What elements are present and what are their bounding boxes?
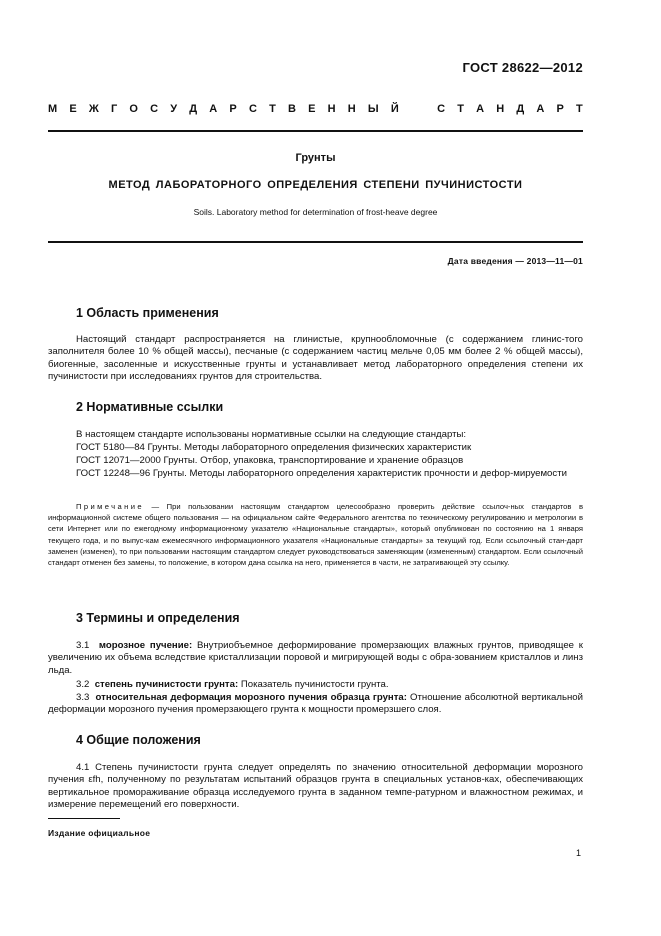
section-4-text: 4.1 Степень пучинистости грунта следует определять по значению относительной деформации морозного пучения εfh, полученному по результатам испытаний образцов грунта в специальных установ-ках, обеспечивающих вертикальное промораживание образца исследуемого грунта в заданном темпе-ратурном и влажностном режимах, и измерение перемещений его поверхности. bbox=[48, 762, 583, 811]
banner-word2-letter: С bbox=[437, 103, 446, 115]
term-3-1-term: морозное пучение: bbox=[98, 640, 193, 651]
banner-word1-letter: Г bbox=[110, 103, 118, 115]
banner-word2-letter: Р bbox=[556, 103, 564, 115]
references-note bbox=[48, 501, 583, 568]
footer-rule bbox=[48, 818, 120, 819]
banner-word1-letter: М bbox=[48, 103, 58, 115]
banner-word1-letter: О bbox=[129, 103, 138, 115]
title-english: Soils. Laboratory method for determination of frost-heave degree bbox=[193, 207, 438, 217]
banner-word1-letter: Д bbox=[189, 103, 198, 115]
banner-word2-letter: А bbox=[476, 103, 485, 115]
title-subject: Грунты bbox=[295, 152, 336, 164]
term-3-2-definition: Показатель пучинистости грунта. bbox=[238, 679, 389, 690]
reference-gost-12248 bbox=[48, 468, 583, 480]
term-3-2-number: 3.2 bbox=[76, 679, 90, 690]
term-3-1-definition: Внутриобъемное деформирование промерзающих влажных грунтов, приводящее к увеличению их объема вследствие кристаллизации поровой и мигрирующей воды с обра-зованием кристаллов и линз льда. bbox=[48, 640, 583, 676]
section-3-heading: 3 Термины и определения bbox=[76, 611, 240, 625]
note-text: — При пользовании настоящим стандартом целесообразно проверить действие ссылоч-ных стандартов в информационной системе общего пользования — на официальном сайте Федерального агентства по техническому регулированию и метрологии в сети Интернет или по ежегодному информационному указателю «Национальные стандарты», который опубликован по состоянию на 1 января текущего года, и по выпус-кам ежемесячного информационного указателя «Национальные стандарты» за текущий год. Если ссылочный стан-дарт заменен (изменен), то при пользовании настоящим стандартом следует руководствоваться заменяющим (измененным) стандартом. Если ссылочный стандарт отменен без замены, то положение, в котором дана ссылка на него, применяется в части, не затрагивающей эту ссылку. bbox=[48, 502, 583, 568]
banner-word1-letter: С bbox=[248, 103, 257, 115]
banner-word1-letter: Н bbox=[347, 103, 356, 115]
banner-word2-letter: Д bbox=[516, 103, 525, 115]
banner-word1-letter: Ж bbox=[88, 103, 99, 115]
banner-word1-letter: У bbox=[170, 103, 178, 115]
banner-word1-letter: Е bbox=[69, 103, 77, 115]
banner-word1-letter: А bbox=[209, 103, 218, 115]
title-main: МЕТОД ЛАБОРАТОРНОГО ОПРЕДЕЛЕНИЯ СТЕПЕНИ ПУЧИНИСТОСТИ bbox=[108, 179, 523, 191]
title-rule bbox=[48, 241, 583, 243]
section-4-heading: 4 Общие положения bbox=[76, 733, 201, 747]
term-3-2-term: степень пучинистости грунта: bbox=[94, 679, 239, 690]
reference-gost-12071: ГОСТ 12071—2000 Грунты. Отбор, упаковка, транспортирование и хранение образцов bbox=[76, 455, 464, 466]
term-3-1-number: 3.1 bbox=[76, 640, 90, 651]
banner-word1-letter: Р bbox=[229, 103, 237, 115]
section-4-paragraph bbox=[48, 762, 583, 812]
banner-word1-letter: Т bbox=[269, 103, 276, 115]
term-3-3-definition: Отношение абсолютной вертикальной деформации морозного пучения промерзающего грунта к мощности промерзшего слоя. bbox=[48, 692, 583, 716]
banner-word1-letter: Й bbox=[390, 103, 399, 115]
effective-date: Дата введения — 2013—11—01 bbox=[447, 256, 583, 266]
references-intro: В настоящем стандарте использованы нормативные ссылки на следующие стандарты: bbox=[76, 429, 467, 440]
banner-word2-letter: Т bbox=[576, 103, 583, 115]
banner-word2-letter: А bbox=[536, 103, 545, 115]
interstate-standard-banner bbox=[48, 103, 583, 115]
page-number: 1 bbox=[575, 848, 581, 858]
term-3-3 bbox=[48, 692, 583, 717]
banner-word2-letter: Н bbox=[496, 103, 505, 115]
section-2-heading: 2 Нормативные ссылки bbox=[76, 400, 224, 414]
top-rule bbox=[48, 130, 583, 132]
reference-gost-12248-text: ГОСТ 12248—96 Грунты. Методы лабораторного определения характеристик прочности и дефор-мируемости bbox=[76, 468, 567, 479]
term-3-2 bbox=[48, 679, 583, 691]
banner-word1-letter: Е bbox=[308, 103, 316, 115]
reference-gost-5180: ГОСТ 5180—84 Грунты. Методы лабораторного определения физических характеристик bbox=[76, 442, 472, 453]
term-3-1 bbox=[48, 640, 583, 677]
document-code: ГОСТ 28622—2012 bbox=[462, 60, 583, 75]
term-3-3-number: 3.3 bbox=[76, 692, 90, 703]
section-1-text: Настоящий стандарт распространяется на глинистые, крупнообломочные (с содержанием глинис-того заполнителя более 10 % общей массы), песчаные (с содержанием частиц мельче 0,05 мм более 2 % общей массы), биогенные, засоленные и искусственные грунты и устанавливает метод лабораторного определения степени их пучинистости при исследованиях грунтов для строительства. bbox=[48, 334, 583, 383]
banner-word1-letter: Н bbox=[327, 103, 336, 115]
banner-word1-letter: С bbox=[150, 103, 159, 115]
banner-word-gap bbox=[411, 103, 425, 115]
banner-word2-letter: Т bbox=[457, 103, 464, 115]
banner-word1-letter: Ы bbox=[367, 103, 379, 115]
term-3-3-term: относительная деформация морозного пучения образца грунта: bbox=[95, 692, 407, 703]
section-1-paragraph bbox=[48, 334, 583, 384]
edition-label: Издание официальное bbox=[48, 828, 151, 838]
note-label: Примечание bbox=[76, 502, 144, 511]
section-1-heading: 1 Область применения bbox=[76, 306, 219, 320]
banner-word1-letter: В bbox=[287, 103, 296, 115]
